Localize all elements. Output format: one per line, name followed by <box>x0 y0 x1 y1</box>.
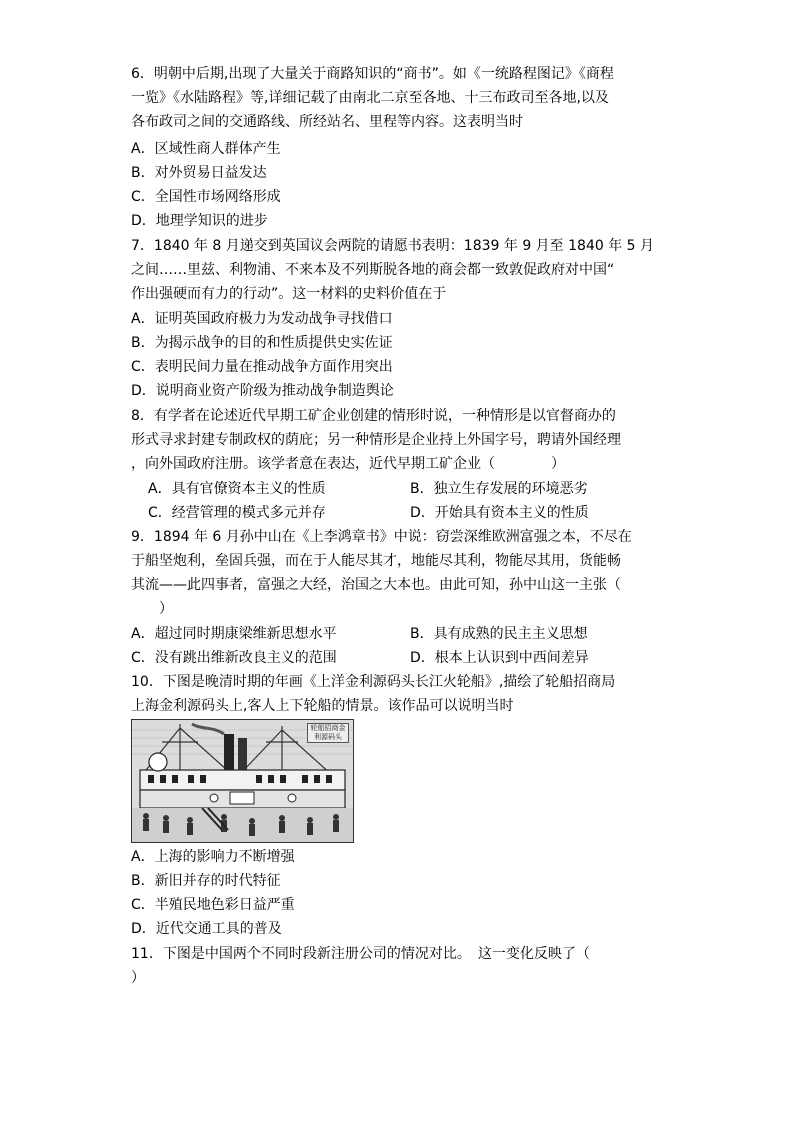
q6-option-b: B．对外贸易日益发达 <box>131 165 267 181</box>
q8-stem-line-2: 形式寻求封建专制政权的荫庇；另一种情形是企业持上外国字号，聘请外国经理 <box>131 432 621 448</box>
q7-stem-line-2: 之间……里兹、利物浦、不来本及不列斯脱各地的商会都一致敦促政府对中国“ <box>131 262 615 278</box>
q6-option-c: C．全国性市场网络形成 <box>131 189 281 205</box>
q11-stem-line-2: ） <box>131 970 145 986</box>
q8-option-a: A．具有官僚资本主义的性质 <box>148 481 326 497</box>
q8-option-c: C．经营管理的模式多元并存 <box>148 505 326 521</box>
steamship-woodblock-print <box>131 719 354 843</box>
q7-stem-line-3: 作出强硬而有力的行动”。这一材料的史料价值在于 <box>131 286 447 302</box>
q10-stem-line-2: 上海金利源码头上,客人上下轮船的情景。该作品可以说明当时 <box>131 698 514 714</box>
q10-option-c: C．半殖民地色彩日益严重 <box>131 897 295 913</box>
q9-option-c: C．没有跳出维新改良主义的范围 <box>131 650 337 666</box>
q7-option-d: D．说明商业资产阶级为推动战争制造舆论 <box>131 383 394 399</box>
q6-stem-line-1: 6．明朝中后期,出现了大量关于商路知识的“商书”。如《一统路程图记》《商程 <box>131 66 614 82</box>
q10-option-a: A．上海的影响力不断增强 <box>131 849 295 865</box>
q6-stem-line-2: 一览》《水陆路程》等,详细记载了由南北二京至各地、十三布政司至各地,以及 <box>131 90 609 106</box>
q10-stem-line-1: 10．下图是晚清时期的年画《上洋金利源码头长江火轮船》,描绘了轮船招商局 <box>131 674 616 690</box>
q8-option-b: B．独立生存发展的环境恶劣 <box>410 481 588 497</box>
q7-option-c: C．表明民间力量在推动战争方面作用突出 <box>131 359 393 375</box>
q6-stem-line-3: 各布政司之间的交通路线、所经站名、里程等内容。这表明当时 <box>131 114 523 130</box>
q9-stem-line-1: 9．1894 年 6 月孙中山在《上李鸿章书》中说：窃尝深维欧洲富强之本，不尽在 <box>131 529 632 545</box>
q10-option-b: B．新旧并存的时代特征 <box>131 873 281 889</box>
q9-stem-line-4: ） <box>131 601 173 617</box>
q9-option-a: A．超过同时期康梁维新思想水平 <box>131 626 337 642</box>
q7-option-a: A．证明英国政府极力为发动战争寻找借口 <box>131 311 393 327</box>
q8-option-d: D．开始具有资本主义的性质 <box>410 505 589 521</box>
q11-stem-line-1: 11．下图是中国两个不同时段新注册公司的情况对比。 这一变化反映了（ <box>131 946 590 962</box>
q9-option-d: D．根本上认识到中西间差异 <box>410 650 589 666</box>
q9-option-b: B．具有成熟的民主主义思想 <box>410 626 588 642</box>
q8-stem-line-3: ，向外国政府注册。该学者意在表达，近代早期工矿企业（ ） <box>131 456 565 472</box>
q9-stem-line-2: 于船坚炮利，垒固兵强，而在于人能尽其才，地能尽其利，物能尽其用，货能畅 <box>131 553 621 569</box>
q8-stem-line-1: 8．有学者在论述近代早期工矿企业创建的情形时说，一种情形是以官督商办的 <box>131 408 616 424</box>
q6-option-d: D．地理学知识的进步 <box>131 213 268 229</box>
q9-stem-line-3: 其流——此四事者，富强之大经，治国之大本也。由此可知，孙中山这一主张（ <box>131 577 621 593</box>
q7-option-b: B．为揭示战争的目的和性质提供史实佐证 <box>131 335 393 351</box>
q7-stem-line-1: 7．1840 年 8 月递交到英国议会两院的请愿书表明：1839 年 9 月至 1840 年 5 月 <box>131 238 655 254</box>
image-caption-seal: 轮船招商金利源码头 <box>307 723 349 743</box>
q6-option-a: A．区域性商人群体产生 <box>131 141 281 157</box>
q10-option-d: D．近代交通工具的普及 <box>131 921 282 937</box>
